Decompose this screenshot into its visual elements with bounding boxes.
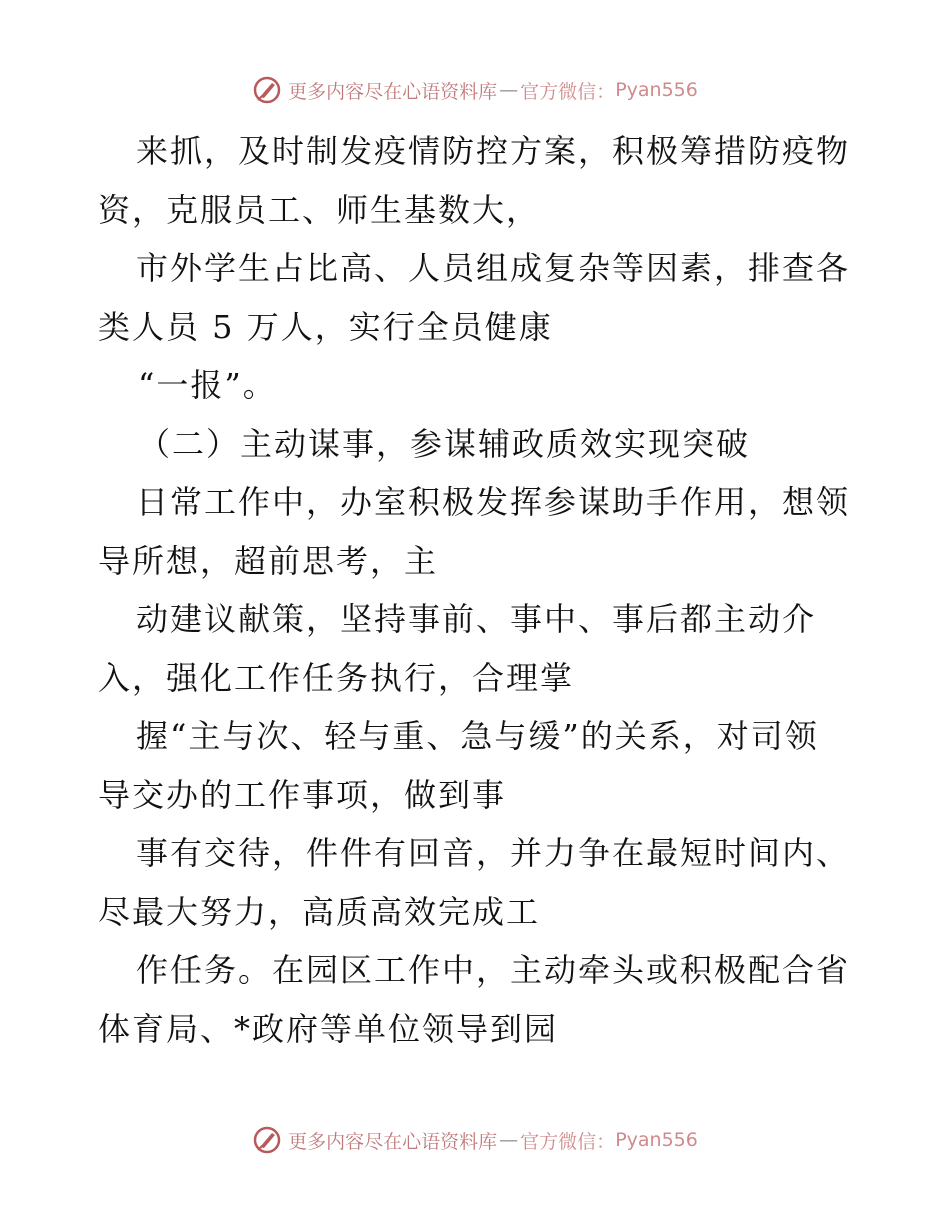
body-line: 资，克服员工、师生基数大，: [98, 190, 541, 229]
body-line: 日常工作中，办室积极发挥参谋助手作用，想领: [136, 483, 851, 521]
watermark-site-text: 更多内容尽在心语资料库: [288, 80, 498, 103]
quill-circle-icon: [252, 75, 282, 105]
watermark-wechat-label: 官方微信：: [520, 1130, 616, 1153]
section-heading: （二）主动谋事，参谋辅政质效实现突破: [138, 424, 751, 463]
document-body: [98, 122, 858, 1058]
body-line: 导所想，超前思考，主: [98, 541, 439, 580]
body-line: 体育局、*政府等单位领导到园: [98, 1009, 559, 1048]
body-line: 市外学生占比高、人员组成复杂等因素，排查各: [136, 249, 851, 287]
body-line: 事有交待，件件有回音，并力争在最短时间内、: [136, 834, 851, 872]
body-line: 来抓，及时制发疫情防控方案，积极筹措防疫物: [136, 132, 851, 170]
body-line: 类人员 5 万人，实行全员健康: [98, 307, 553, 346]
watermark-separator: —: [499, 1129, 519, 1151]
watermark-wechat-id: Pyan556: [615, 1129, 698, 1151]
body-line: 尽最大努力，高质高效完成工: [98, 892, 541, 931]
body-line: “一报”。: [138, 366, 277, 404]
body-line: 导交办的工作事项，做到事: [98, 775, 507, 814]
body-line: 动建议献策，坚持事前、事中、事后都主动介: [136, 600, 817, 638]
quill-circle-icon: [252, 1125, 282, 1155]
watermark-separator: —: [499, 79, 519, 101]
body-line: 握“主与次、轻与重、急与缓”的关系，对司领: [136, 717, 819, 755]
footer-watermark: [0, 1120, 950, 1160]
watermark-wechat-label: 官方微信：: [520, 80, 616, 103]
header-watermark: [0, 70, 950, 110]
watermark-site-text: 更多内容尽在心语资料库: [288, 1130, 498, 1153]
body-line: 入，强化工作任务执行，合理掌: [98, 658, 575, 697]
watermark-wechat-id: Pyan556: [615, 79, 698, 101]
body-line: 作任务。在园区工作中，主动牵头或积极配合省: [136, 951, 851, 989]
